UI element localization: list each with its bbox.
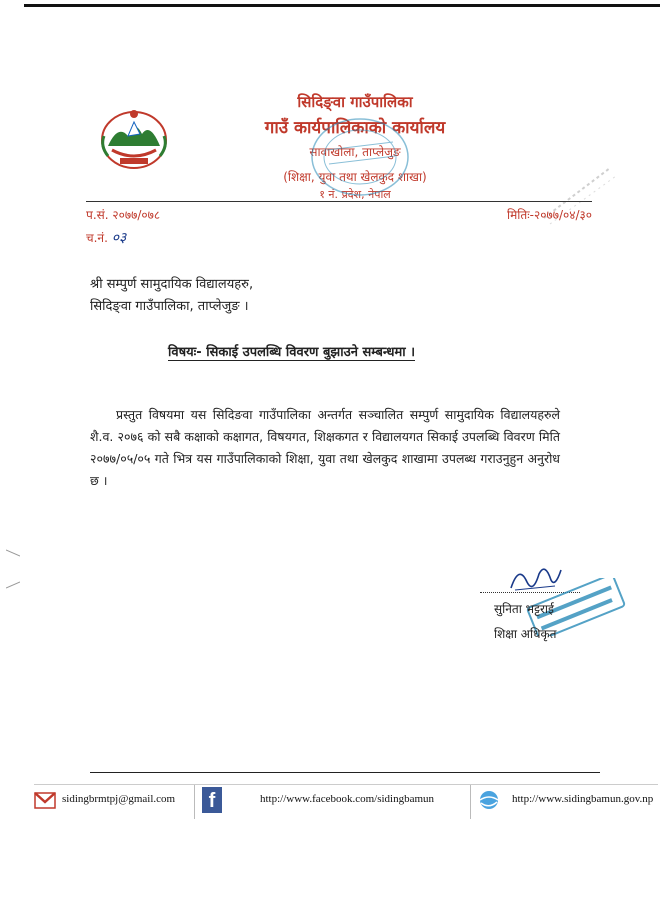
scan-artifact — [6, 548, 20, 558]
province-name: १ नं. प्रदेश, नेपाल — [319, 188, 391, 201]
globe-icon — [478, 789, 500, 811]
facebook-icon: f — [202, 787, 222, 813]
header-divider — [86, 201, 592, 202]
dispatch-number — [86, 228, 126, 247]
office-location: सावाखोला, ताप्लेजुङ — [309, 145, 401, 159]
footer-facebook-link[interactable]: http://www.facebook.com/sidingbamun — [260, 793, 435, 805]
footer-separator — [194, 785, 195, 819]
addressee-line-2: सिदिङ्वा गाउँपालिका, ताप्लेजुङ । — [90, 299, 249, 314]
office-stamp — [305, 112, 415, 202]
gmail-icon — [34, 789, 56, 811]
footer-website-link[interactable]: http://www.sidingbamun.gov.np — [512, 793, 654, 805]
office-name: गाउँ कार्यपालिकाको कार्यालय — [264, 118, 446, 138]
signatory-title: शिक्षा अधिकृत — [494, 627, 557, 641]
top-border-line — [24, 4, 660, 7]
signatory-name: सुनिता भट्टराई — [494, 602, 554, 616]
municipality-name: सिदिङ्वा गाउँपालिका — [297, 93, 413, 111]
footer — [34, 784, 658, 821]
letter-date: मितिः-२०७७/०४/३० — [507, 208, 592, 222]
nepal-emblem-icon — [98, 106, 170, 170]
section-name: (शिक्षा, युवा तथा खेलकुद शाखा) — [283, 170, 427, 184]
dispatch-number-value: ०३ — [111, 230, 127, 246]
footer-divider — [90, 772, 600, 773]
subject-line: विषयः- सिकाई उपलब्धि विवरण बुझाउने सम्बन्धमा । — [168, 342, 415, 361]
dispatch-number-label: च.नं. — [86, 231, 108, 245]
addressee-line-1: श्री सम्पुर्ण सामुदायिक विद्यालयहरु, — [90, 277, 254, 292]
reference-number: प.सं. २०७७/०७८ — [86, 208, 161, 222]
footer-separator — [470, 785, 471, 819]
scan-artifact — [6, 580, 20, 590]
footer-email[interactable]: sidingbrmtpj@gmail.com — [62, 793, 176, 805]
letter-body: प्रस्तुत विषयमा यस सिदिङवा गाउँपालिका अन्तर्गत सञ्चालित सम्पुर्ण सामुदायिक विद्यालयहरुले शै.व. २०७६ को सबै कक्षाको कक्षागत, विषयगत, शिक्षकगत र विद्यालयगत सिकाई उपलब्धि विवरण मिति २०७७/०५/०५ गते भित्र यस गाउँपालिकाको शिक्षा, युवा तथा खेलकुद शाखामा उपलब्ध गराउनुहुन अनुरोध छ । — [90, 407, 560, 488]
